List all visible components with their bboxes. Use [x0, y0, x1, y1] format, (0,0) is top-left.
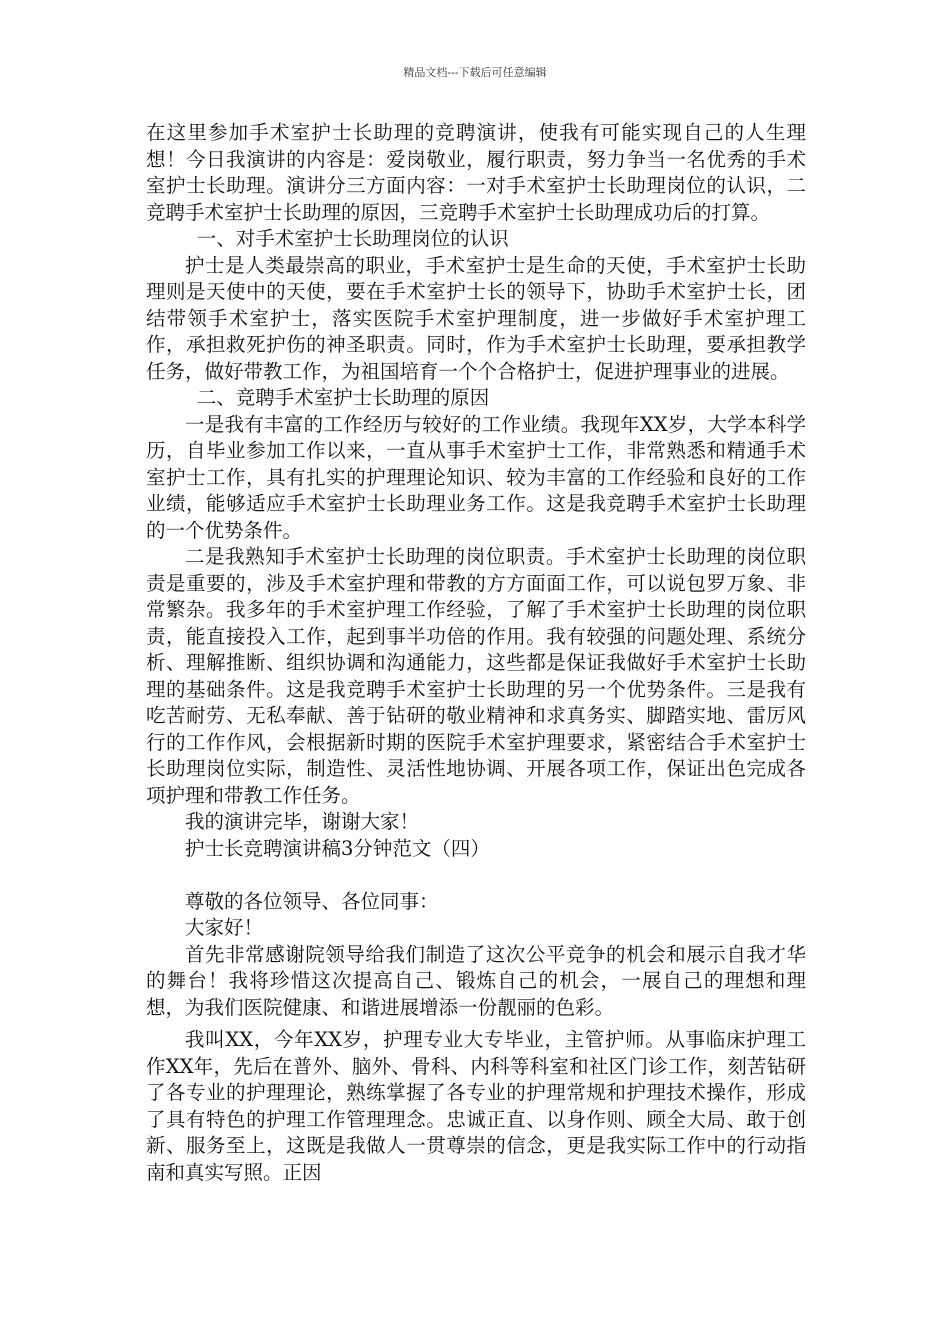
- paragraph-role: 护士是人类最崇高的职业，手术室护士是生命的天使，手术室护士长助理则是天使中的天使，要在手术室护士长的领导下，协助手术室护士长，团结带领手术室护士，落实医院手术室护理制度，进一步做好手术室护理工作，承担救死护伤的神圣职责。同时，作为手术室护士长助理，要承担教学任务，做好带教工作，为祖国培育一个个合格护士，促进护理事业的进展。: [146, 253, 806, 383]
- section-heading-1: 一、对手术室护士长助理岗位的认识: [196, 227, 509, 250]
- section-heading-2: 二、竞聘手术室护士长助理的原因: [196, 386, 490, 409]
- paragraph-self-intro: 我叫XX，今年XX岁，护理专业大专毕业，主管护师。从事临床护理工作XX年，先后在普外、脑外、骨科、内科等科室和社区门诊工作，刻苦钻研了各专业的护理理论，熟练掌握了各专业的护理常规和护理技术操作，形成了具有特色的护理工作管理理念。忠诚正直、以身作则、顾全大局、敢于创新、服务至上，这既是我做人一贯尊崇的信念，更是我实际工作中的行动指南和真实写照。正因: [146, 1028, 806, 1184]
- section-title-four: 护士长竞聘演讲稿3分钟范文（四）: [185, 836, 490, 860]
- paragraph-thanks: 首先非常感谢院领导给我们制造了这次公平竞争的机会和展示自我才华的舞台！我将珍惜这次提高自己、锻炼自己的机会，一展自己的理想和理想，为我们医院健康、和谐进展增添一份靓丽的色彩。: [146, 942, 806, 1019]
- paragraph-duties: 二是我熟知手术室护士长助理的岗位职责。手术室护士长助理的岗位职责是重要的，涉及手术室护理和带教的方方面面工作，可以说包罗万象、非常繁杂。我多年的手术室护理工作经验，了解了手术室护士长助理的岗位职责，能直接投入工作，起到事半功倍的作用。我有较强的问题处理、系统分析、理解推断、组织协调和沟通能力，这些都是保证我做好手术室护士长助理的基础条件。这是我竞聘手术室护士长助理的另一个优势条件。三是我有吃苦耐劳、无私奉献、善于钻研的敬业精神和求真务实、脚踏实地、雷厉风行的工作作风，会根据新时期的医院手术室护理要求，紧密结合手术室护士长助理岗位实际，制造性、灵活性地协调、开展各项工作，保证出色完成各项护理和带教工作任务。: [146, 545, 806, 807]
- paragraph-intro: 在这里参加手术室护士长助理的竞聘演讲，使我有可能实现自己的人生理想！今日我演讲的内容是：爱岗敬业，履行职责，努力争当一名优秀的手术室护士长助理。演讲分三方面内容：一对手术室护士长助理岗位的认识，二竞聘手术室护士长助理的原因，三竞聘手术室护士长助理成功后的打算。: [146, 121, 806, 224]
- document-body: [146, 120, 806, 1186]
- paragraph-closing: 我的演讲完毕，谢谢大家！: [185, 810, 420, 833]
- salutation: 尊敬的各位领导、各位同事：: [185, 889, 439, 913]
- greeting: 大家好！: [185, 916, 264, 939]
- paragraph-experience: 一是我有丰富的工作经历与较好的工作业绩。我现年XX岁，大学本科学历，自毕业参加工作以来，一直从事手术室护士工作，非常熟悉和精通手术室护士工作，具有扎实的护理理论知识、较为丰富的工作经验和良好的工作业绩，能够适应手术室护士长助理业务工作。这是我竞聘手术室护士长助理的一个优势条件。: [146, 412, 806, 542]
- page-header: 精品文档---下载后可任意编辑: [403, 66, 547, 79]
- blank-line: [146, 862, 806, 889]
